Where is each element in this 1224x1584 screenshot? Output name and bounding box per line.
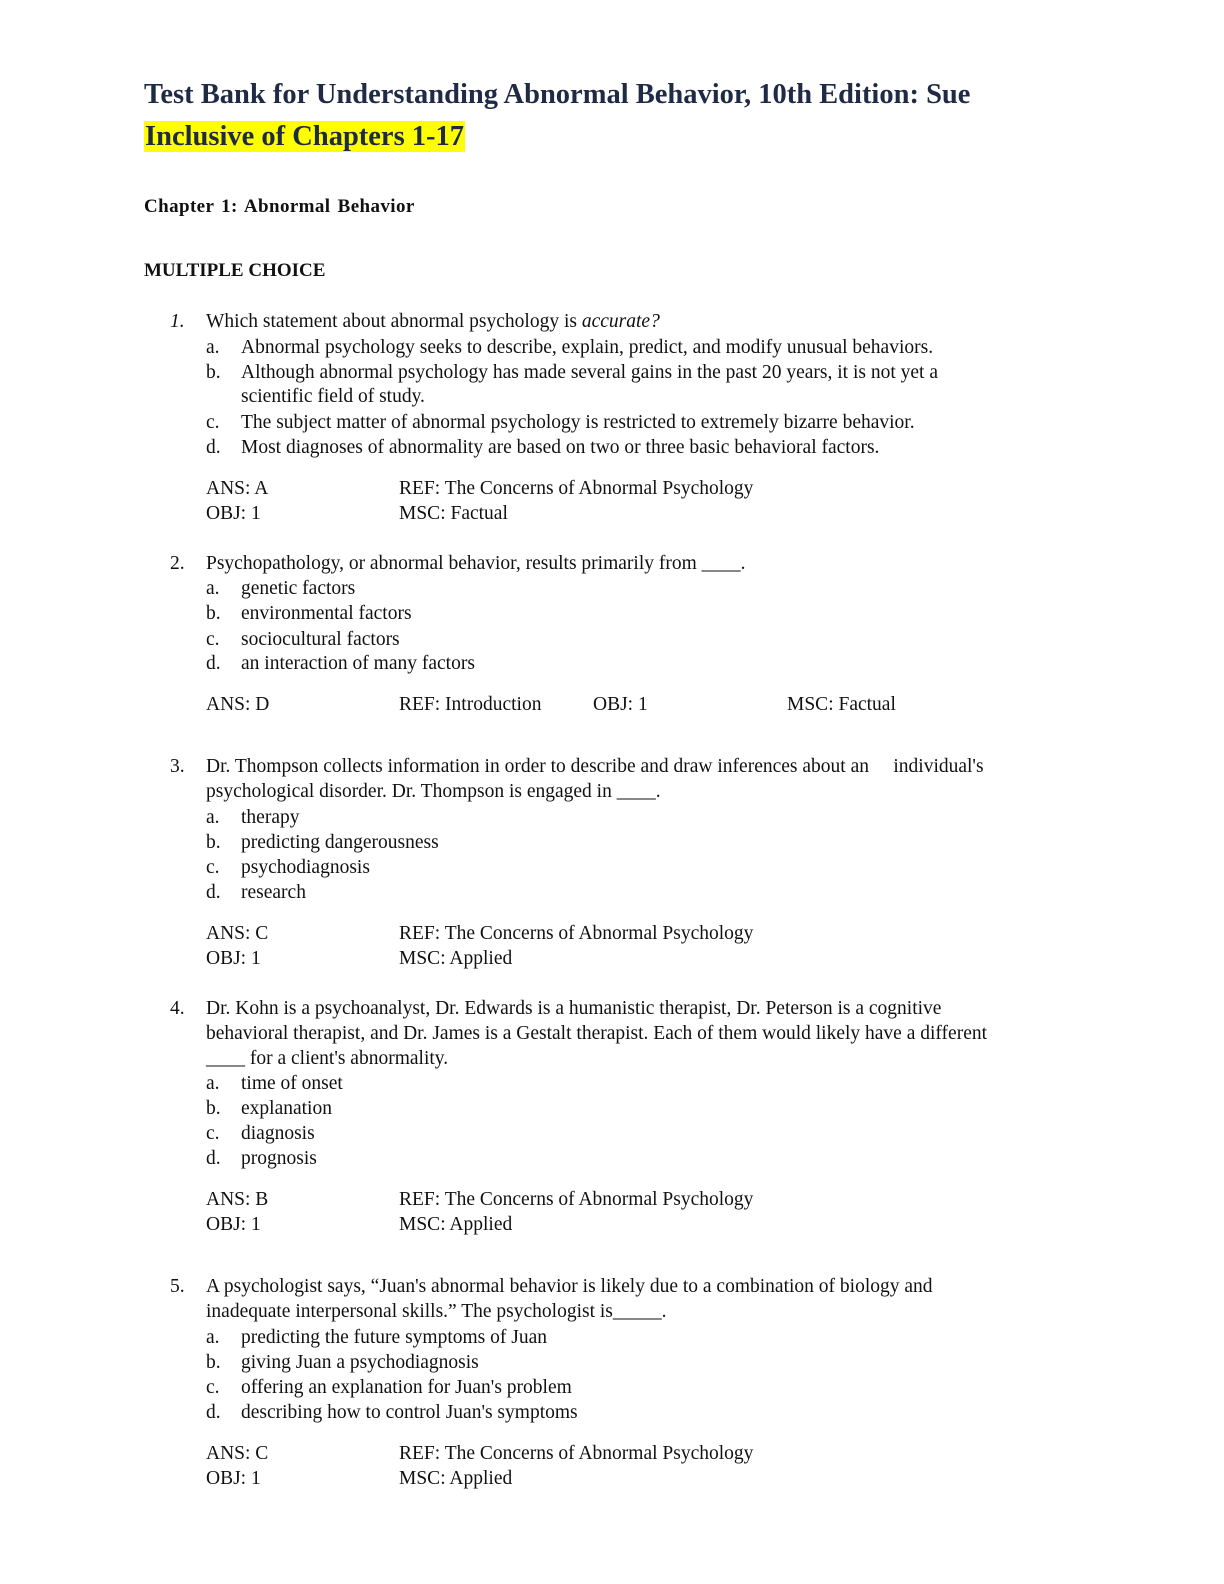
option-text: The subject matter of abnormal psychology is restricted to extremely bizarre behavior. — [241, 412, 915, 433]
option-text: an interaction of many factors — [241, 653, 475, 674]
objective: OBJ: 1 — [206, 948, 261, 969]
option-text: describing how to control Juan's symptoms — [241, 1402, 578, 1423]
question-number: 5. — [170, 1276, 185, 1297]
title-line-2-highlighted: Inclusive of Chapters 1-17 — [145, 121, 465, 152]
option-letter: b. — [206, 603, 221, 624]
option-letter: c. — [206, 1377, 220, 1398]
option-text: Most diagnoses of abnormality are based on two or three basic behavioral factors. — [241, 437, 880, 458]
reference: REF: The Concerns of Abnormal Psychology — [399, 1443, 754, 1464]
option-letter: b. — [206, 1098, 221, 1119]
option-letter: c. — [206, 629, 220, 650]
option-letter: b. — [206, 362, 221, 383]
reference: REF: The Concerns of Abnormal Psychology — [399, 478, 754, 499]
question-number: 4. — [170, 998, 185, 1019]
option-letter: d. — [206, 437, 221, 458]
misc: MSC: Factual — [787, 694, 896, 715]
option-text: Abnormal psychology seeks to describe, explain, predict, and modify unusual behaviors. — [241, 337, 934, 358]
option-letter: c. — [206, 857, 220, 878]
option-text: diagnosis — [241, 1123, 315, 1144]
answer: ANS: C — [206, 1443, 269, 1464]
objective: OBJ: 1 — [206, 1468, 261, 1489]
document-title — [144, 74, 970, 158]
question-stem: Dr. Thompson collects information in order to describe and draw inferences about an individual's — [206, 756, 984, 777]
option-letter: b. — [206, 1352, 221, 1373]
question-number: 3. — [170, 756, 185, 777]
option-letter: d. — [206, 653, 221, 674]
answer: ANS: D — [206, 694, 270, 715]
question-stem: Which statement about abnormal psychology is accurate? — [206, 311, 660, 332]
question-stem: A psychologist says, “Juan's abnormal behavior is likely due to a combination of biology and — [206, 1276, 933, 1297]
option-text: offering an explanation for Juan's problem — [241, 1377, 572, 1398]
question-stem: Psychopathology, or abnormal behavior, results primarily from ____. — [206, 553, 746, 574]
option-text: prognosis — [241, 1148, 317, 1169]
option-letter: c. — [206, 1123, 220, 1144]
question-number: 1. — [170, 311, 185, 332]
section-heading: MULTIPLE CHOICE — [144, 260, 326, 281]
misc: MSC: Factual — [399, 503, 508, 524]
option-letter: a. — [206, 807, 220, 828]
objective: OBJ: 1 — [593, 694, 648, 715]
chapter-heading: Chapter 1: Abnormal Behavior — [144, 196, 415, 217]
option-letter: a. — [206, 1073, 220, 1094]
answer: ANS: B — [206, 1189, 269, 1210]
option-text: genetic factors — [241, 578, 356, 599]
stem-emphasis: accurate? — [581, 311, 660, 332]
option-text-continued: scientific field of study. — [241, 386, 425, 407]
option-text: therapy — [241, 807, 300, 828]
reference: REF: Introduction — [399, 694, 542, 715]
misc: MSC: Applied — [399, 1468, 513, 1489]
option-text: Although abnormal psychology has made several gains in the past 20 years, it is not yet a — [241, 362, 938, 383]
question-stem-continued: ____ for a client's abnormality. — [206, 1048, 449, 1069]
reference: REF: The Concerns of Abnormal Psychology — [399, 923, 754, 944]
option-text: time of onset — [241, 1073, 343, 1094]
question-number: 2. — [170, 553, 185, 574]
answer: ANS: A — [206, 478, 269, 499]
option-letter: a. — [206, 1327, 220, 1348]
misc: MSC: Applied — [399, 1214, 513, 1235]
question-stem-continued: inadequate interpersonal skills.” The psychologist is_____. — [206, 1301, 667, 1322]
option-text: predicting dangerousness — [241, 832, 439, 853]
objective: OBJ: 1 — [206, 1214, 261, 1235]
option-letter: d. — [206, 1148, 221, 1169]
option-letter: a. — [206, 337, 220, 358]
option-text: research — [241, 882, 306, 903]
option-text: predicting the future symptoms of Juan — [241, 1327, 547, 1348]
option-letter: a. — [206, 578, 220, 599]
option-text: sociocultural factors — [241, 629, 400, 650]
question-stem-continued: behavioral therapist, and Dr. James is a Gestalt therapist. Each of them would likely have a different — [206, 1023, 988, 1044]
option-letter: b. — [206, 832, 221, 853]
answer: ANS: C — [206, 923, 269, 944]
title-line-1: Test Bank for Understanding Abnormal Behavior, 10th Edition: Sue — [144, 79, 971, 110]
option-letter: d. — [206, 1402, 221, 1423]
question-stem-continued: psychological disorder. Dr. Thompson is engaged in ____. — [206, 781, 661, 802]
option-text: giving Juan a psychodiagnosis — [241, 1352, 479, 1373]
misc: MSC: Applied — [399, 948, 513, 969]
reference: REF: The Concerns of Abnormal Psychology — [399, 1189, 754, 1210]
option-letter: d. — [206, 882, 221, 903]
option-letter: c. — [206, 412, 220, 433]
question-stem: Dr. Kohn is a psychoanalyst, Dr. Edwards is a humanistic therapist, Dr. Peterson is a cognitive — [206, 998, 942, 1019]
option-text: explanation — [241, 1098, 332, 1119]
objective: OBJ: 1 — [206, 503, 261, 524]
option-text: environmental factors — [241, 603, 412, 624]
option-text: psychodiagnosis — [241, 857, 370, 878]
